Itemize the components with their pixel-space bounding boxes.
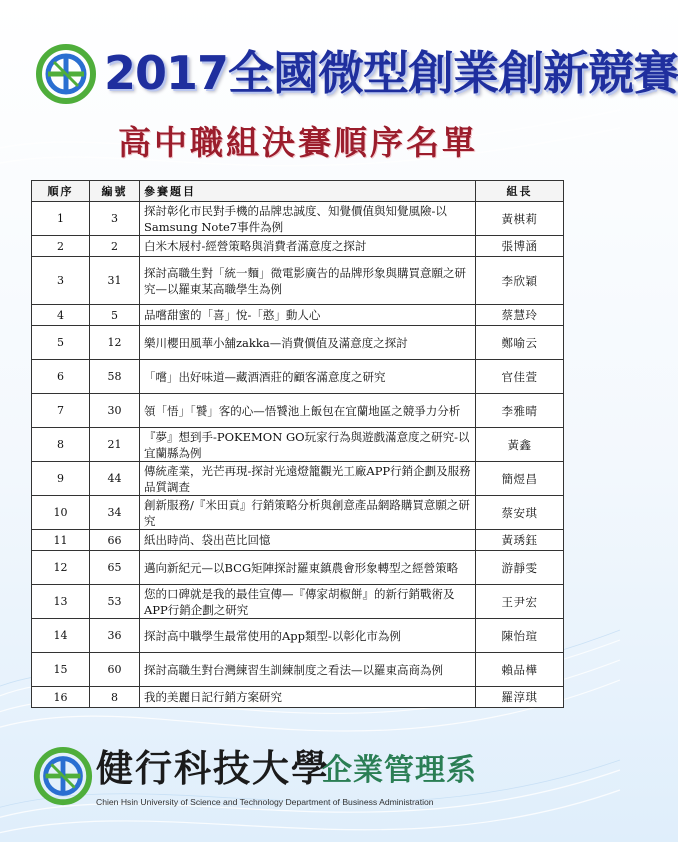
leader-cell: 賴品樺 [476, 653, 564, 687]
code-cell: 12 [90, 326, 140, 360]
order-cell: 1 [32, 202, 90, 236]
order-cell: 2 [32, 236, 90, 257]
title-cell: 樂川櫻田風華小舖zakka—消費價值及滿意度之探討 [140, 326, 476, 360]
title-cell: 傳統產業，光芒再現-探討光遠燈籠觀光工廠APP行銷企劃及服務品質調查 [140, 462, 476, 496]
code-cell: 65 [90, 551, 140, 585]
code-cell: 53 [90, 585, 140, 619]
code-cell: 34 [90, 496, 140, 530]
table-row [32, 653, 564, 687]
code-cell: 60 [90, 653, 140, 687]
leader-cell: 官佳萱 [476, 360, 564, 394]
table-row [32, 236, 564, 257]
column-header-title: 參賽題目 [140, 181, 476, 202]
title-cell: 探討高中職學生最常使用的App類型-以彰化市為例 [140, 619, 476, 653]
table-row [32, 326, 564, 360]
university-emblem-icon [34, 42, 98, 106]
table-row [32, 462, 564, 496]
table-row [32, 530, 564, 551]
order-cell: 12 [32, 551, 90, 585]
table-row [32, 360, 564, 394]
leader-cell: 游靜雯 [476, 551, 564, 585]
table-row [32, 257, 564, 305]
leader-cell: 李雅晴 [476, 394, 564, 428]
order-cell: 3 [32, 257, 90, 305]
title-cell: 紙出時尚、袋出芭比回憶 [140, 530, 476, 551]
code-cell: 44 [90, 462, 140, 496]
column-header-code: 編號 [90, 181, 140, 202]
order-cell: 10 [32, 496, 90, 530]
table-row [32, 496, 564, 530]
title-cell: 我的美麗日記行銷方案研究 [140, 687, 476, 708]
leader-cell: 蔡慧玲 [476, 305, 564, 326]
header [0, 30, 678, 120]
column-header-leader: 組長 [476, 181, 564, 202]
page-subtitle: 高中職組決賽順序名單 [118, 123, 478, 162]
leader-cell: 簡煜昌 [476, 462, 564, 496]
code-cell: 30 [90, 394, 140, 428]
table-row [32, 202, 564, 236]
title-cell: 邁向新紀元—以BCG矩陣探討羅東鎮農會形象轉型之經營策略 [140, 551, 476, 585]
leader-cell: 黃鑫 [476, 428, 564, 462]
order-cell: 13 [32, 585, 90, 619]
table-row [32, 687, 564, 708]
table-row [32, 619, 564, 653]
leader-cell: 黃琇鈺 [476, 530, 564, 551]
order-cell: 11 [32, 530, 90, 551]
title-cell: 探討高職生對台灣練習生訓練制度之看法—以羅東高商為例 [140, 653, 476, 687]
title-cell: 您的口碑就是我的最佳宣傳—『傳家胡椒餅』的新行銷戰術及APP行銷企劃之研究 [140, 585, 476, 619]
leader-cell: 陳怡瑄 [476, 619, 564, 653]
code-cell: 8 [90, 687, 140, 708]
order-cell: 9 [32, 462, 90, 496]
code-cell: 21 [90, 428, 140, 462]
leader-cell: 王尹宏 [476, 585, 564, 619]
page-title: 2017全國微型創業創新競賽 [104, 46, 678, 100]
leader-cell: 黃棋莉 [476, 202, 564, 236]
code-cell: 5 [90, 305, 140, 326]
order-cell: 4 [32, 305, 90, 326]
code-cell: 3 [90, 202, 140, 236]
university-emblem-icon [32, 745, 94, 807]
department-name: 企業管理系 [322, 753, 477, 788]
title-cell: 「嚐」出好味道—藏酒酒莊的顧客滿意度之研究 [140, 360, 476, 394]
table-row [32, 585, 564, 619]
title-cell: 『夢』想到手-POKEMON GO玩家行為與遊戲滿意度之研究-以宜蘭縣為例 [140, 428, 476, 462]
title-cell: 創新服務/『米田貢』行銷策略分析與創意產品網路購買意願之研究 [140, 496, 476, 530]
column-header-order: 順序 [32, 181, 90, 202]
order-cell: 5 [32, 326, 90, 360]
order-cell: 16 [32, 687, 90, 708]
title-cell: 探討彰化市民對手機的品牌忠誠度、知覺價值與知覺風險-以Samsung Note7事件為例 [140, 202, 476, 236]
table-row [32, 428, 564, 462]
leader-cell: 蔡安琪 [476, 496, 564, 530]
title-cell: 探討高職生對「統一麵」微電影廣告的品牌形象與購買意願之研究—以羅東某高職學生為例 [140, 257, 476, 305]
code-cell: 36 [90, 619, 140, 653]
code-cell: 31 [90, 257, 140, 305]
order-cell: 14 [32, 619, 90, 653]
order-cell: 15 [32, 653, 90, 687]
leader-cell: 張博涵 [476, 236, 564, 257]
table-row [32, 305, 564, 326]
code-cell: 2 [90, 236, 140, 257]
leader-cell: 羅淳琪 [476, 687, 564, 708]
order-cell: 7 [32, 394, 90, 428]
finalists-table [31, 180, 564, 708]
english-department-name: Chien Hsin University of Science and Technology Department of Business Administration [96, 797, 434, 807]
code-cell: 58 [90, 360, 140, 394]
title-cell: 領「悟」「饕」客的心—悟饕池上飯包在宜蘭地區之競爭力分析 [140, 394, 476, 428]
order-cell: 6 [32, 360, 90, 394]
title-cell: 品嚐甜蜜的「喜」悅-「憨」動人心 [140, 305, 476, 326]
table-row [32, 551, 564, 585]
school-name: 健行科技大學 [96, 746, 330, 790]
table-row [32, 394, 564, 428]
table-header-row [32, 181, 564, 202]
leader-cell: 李欣穎 [476, 257, 564, 305]
order-cell: 8 [32, 428, 90, 462]
leader-cell: 鄭喻云 [476, 326, 564, 360]
code-cell: 66 [90, 530, 140, 551]
title-cell: 白米木屐村-經營策略與消費者滿意度之探討 [140, 236, 476, 257]
